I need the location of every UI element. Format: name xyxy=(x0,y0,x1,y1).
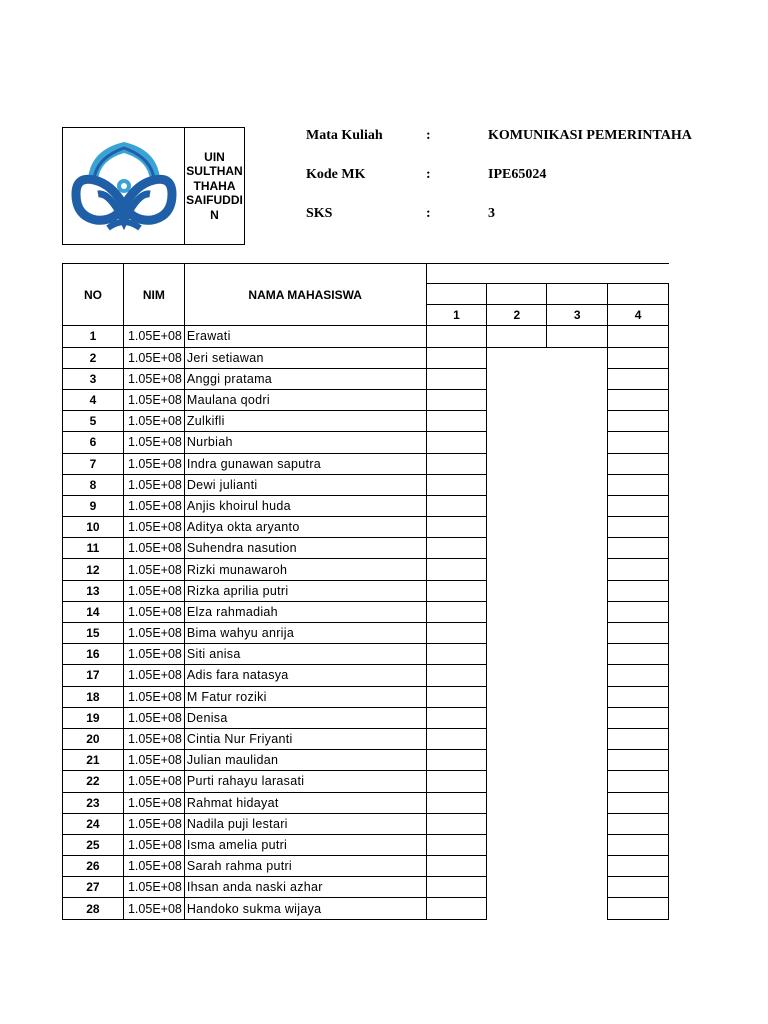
credits-colon: : xyxy=(426,206,431,221)
attendance-cell-1 xyxy=(426,495,487,516)
student-nim: 1.05E+08 xyxy=(123,517,184,538)
student-nim: 1.05E+08 xyxy=(123,538,184,559)
student-name: Elza rahmadiah xyxy=(184,601,426,622)
table-row xyxy=(63,750,669,771)
student-nim: 1.05E+08 xyxy=(123,580,184,601)
row-number: 10 xyxy=(63,517,124,538)
attendance-cell-1 xyxy=(426,474,487,495)
attendance-cell-4 xyxy=(608,623,669,644)
student-name: Indra gunawan saputra xyxy=(184,453,426,474)
student-name: Handoko sukma wijaya xyxy=(184,898,426,919)
attendance-cell-3 xyxy=(547,389,608,410)
attendance-cell-3 xyxy=(547,877,608,898)
row-number: 3 xyxy=(63,368,124,389)
row-number: 4 xyxy=(63,389,124,410)
header-meeting-blank-2 xyxy=(487,284,547,305)
meeting-number-2: 2 xyxy=(487,305,547,326)
attendance-cell-4 xyxy=(608,813,669,834)
row-number: 7 xyxy=(63,453,124,474)
student-nim: 1.05E+08 xyxy=(123,856,184,877)
table-row xyxy=(63,559,669,580)
attendance-cell-3 xyxy=(547,601,608,622)
table-row xyxy=(63,665,669,686)
row-number: 24 xyxy=(63,813,124,834)
attendance-cell-4 xyxy=(608,877,669,898)
row-number: 20 xyxy=(63,728,124,749)
attendance-cell-2 xyxy=(487,813,547,834)
student-name: M Fatur roziki xyxy=(184,686,426,707)
row-number: 26 xyxy=(63,856,124,877)
table-row xyxy=(63,326,669,347)
attendance-cell-4 xyxy=(608,368,669,389)
student-nim: 1.05E+08 xyxy=(123,623,184,644)
table-row xyxy=(63,347,669,368)
row-number: 25 xyxy=(63,834,124,855)
row-number: 8 xyxy=(63,474,124,495)
student-nim: 1.05E+08 xyxy=(123,750,184,771)
student-name: Rizka aprilia putri xyxy=(184,580,426,601)
student-nim: 1.05E+08 xyxy=(123,601,184,622)
table-row xyxy=(63,517,669,538)
student-nim: 1.05E+08 xyxy=(123,644,184,665)
attendance-cell-1 xyxy=(426,707,487,728)
attendance-cell-1 xyxy=(426,898,487,919)
student-nim: 1.05E+08 xyxy=(123,665,184,686)
row-number: 13 xyxy=(63,580,124,601)
student-nim: 1.05E+08 xyxy=(123,686,184,707)
attendance-cell-1 xyxy=(426,368,487,389)
attendance-cell-2 xyxy=(487,432,547,453)
student-name: Nadila puji lestari xyxy=(184,813,426,834)
attendance-cell-3 xyxy=(547,474,608,495)
student-name: Julian maulidan xyxy=(184,750,426,771)
student-name: Denisa xyxy=(184,707,426,728)
attendance-cell-4 xyxy=(608,856,669,877)
course-code-colon: : xyxy=(426,167,431,182)
student-name: Zulkifli xyxy=(184,411,426,432)
attendance-cell-4 xyxy=(608,347,669,368)
header-meeting-blank-4 xyxy=(608,284,669,305)
attendance-cell-1 xyxy=(426,559,487,580)
course-name-label: Mata Kuliah xyxy=(306,128,383,143)
attendance-cell-1 xyxy=(426,813,487,834)
attendance-cell-4 xyxy=(608,792,669,813)
attendance-cell-4 xyxy=(608,580,669,601)
student-name: Aditya okta aryanto xyxy=(184,517,426,538)
attendance-cell-2 xyxy=(487,601,547,622)
attendance-cell-3 xyxy=(547,453,608,474)
meeting-number-1: 1 xyxy=(426,305,487,326)
header-nim: NIM xyxy=(123,264,184,326)
attendance-cell-3 xyxy=(547,665,608,686)
student-name: Nurbiah xyxy=(184,432,426,453)
student-name: Purti rahayu larasati xyxy=(184,771,426,792)
attendance-cell-3 xyxy=(547,326,608,347)
student-nim: 1.05E+08 xyxy=(123,813,184,834)
attendance-cell-3 xyxy=(547,495,608,516)
student-rows xyxy=(63,326,669,919)
header-meeting-blank-1 xyxy=(426,284,487,305)
attendance-cell-1 xyxy=(426,347,487,368)
attendance-cell-1 xyxy=(426,538,487,559)
header-meeting-blank-3 xyxy=(547,284,608,305)
attendance-cell-4 xyxy=(608,728,669,749)
table-row xyxy=(63,601,669,622)
attendance-cell-2 xyxy=(487,474,547,495)
table-row xyxy=(63,389,669,410)
header-no: NO xyxy=(63,264,124,326)
student-nim: 1.05E+08 xyxy=(123,495,184,516)
student-nim: 1.05E+08 xyxy=(123,347,184,368)
student-name: Sarah rahma putri xyxy=(184,856,426,877)
table-row xyxy=(63,771,669,792)
attendance-cell-3 xyxy=(547,623,608,644)
attendance-cell-4 xyxy=(608,750,669,771)
attendance-cell-1 xyxy=(426,856,487,877)
attendance-cell-3 xyxy=(547,432,608,453)
attendance-cell-2 xyxy=(487,834,547,855)
table-row xyxy=(63,474,669,495)
attendance-cell-2 xyxy=(487,877,547,898)
attendance-cell-3 xyxy=(547,792,608,813)
student-name: Rahmat hidayat xyxy=(184,792,426,813)
row-number: 1 xyxy=(63,326,124,347)
attendance-cell-1 xyxy=(426,771,487,792)
attendance-cell-4 xyxy=(608,707,669,728)
attendance-cell-3 xyxy=(547,347,608,368)
row-number: 17 xyxy=(63,665,124,686)
attendance-cell-4 xyxy=(608,495,669,516)
attendance-cell-4 xyxy=(608,432,669,453)
attendance-cell-1 xyxy=(426,389,487,410)
table-row xyxy=(63,686,669,707)
attendance-cell-2 xyxy=(487,411,547,432)
attendance-cell-4 xyxy=(608,538,669,559)
row-number: 27 xyxy=(63,877,124,898)
student-name: Anjis khoirul huda xyxy=(184,495,426,516)
student-name: Anggi pratama xyxy=(184,368,426,389)
table-row xyxy=(63,856,669,877)
attendance-cell-2 xyxy=(487,856,547,877)
row-number: 12 xyxy=(63,559,124,580)
table-row xyxy=(63,898,669,919)
attendance-cell-1 xyxy=(426,686,487,707)
student-name: Siti anisa xyxy=(184,644,426,665)
attendance-cell-3 xyxy=(547,898,608,919)
student-nim: 1.05E+08 xyxy=(123,707,184,728)
attendance-cell-2 xyxy=(487,707,547,728)
attendance-cell-1 xyxy=(426,411,487,432)
student-name: Isma amelia putri xyxy=(184,834,426,855)
attendance-cell-2 xyxy=(487,389,547,410)
attendance-cell-1 xyxy=(426,665,487,686)
attendance-cell-3 xyxy=(547,580,608,601)
course-code-value: IPE65024 xyxy=(488,167,547,182)
table-row xyxy=(63,792,669,813)
attendance-cell-1 xyxy=(426,750,487,771)
attendance-cell-1 xyxy=(426,517,487,538)
attendance-cell-2 xyxy=(487,686,547,707)
row-number: 2 xyxy=(63,347,124,368)
attendance-cell-2 xyxy=(487,750,547,771)
attendance-cell-1 xyxy=(426,623,487,644)
attendance-cell-3 xyxy=(547,411,608,432)
attendance-table xyxy=(62,263,669,920)
student-nim: 1.05E+08 xyxy=(123,792,184,813)
attendance-cell-2 xyxy=(487,517,547,538)
table-row xyxy=(63,538,669,559)
header-meetings-group xyxy=(426,264,668,284)
attendance-cell-4 xyxy=(608,686,669,707)
attendance-cell-2 xyxy=(487,495,547,516)
attendance-cell-2 xyxy=(487,623,547,644)
attendance-cell-2 xyxy=(487,665,547,686)
attendance-cell-4 xyxy=(608,834,669,855)
credits-value: 3 xyxy=(488,206,495,221)
student-nim: 1.05E+08 xyxy=(123,411,184,432)
student-nim: 1.05E+08 xyxy=(123,728,184,749)
table-row xyxy=(63,495,669,516)
attendance-cell-2 xyxy=(487,771,547,792)
row-number: 16 xyxy=(63,644,124,665)
attendance-cell-3 xyxy=(547,686,608,707)
attendance-cell-2 xyxy=(487,728,547,749)
attendance-cell-3 xyxy=(547,771,608,792)
attendance-cell-3 xyxy=(547,707,608,728)
row-number: 21 xyxy=(63,750,124,771)
attendance-cell-1 xyxy=(426,877,487,898)
student-name: Dewi julianti xyxy=(184,474,426,495)
course-name-colon: : xyxy=(426,128,431,143)
row-number: 22 xyxy=(63,771,124,792)
attendance-cell-3 xyxy=(547,517,608,538)
table-row xyxy=(63,623,669,644)
table-row xyxy=(63,580,669,601)
attendance-cell-2 xyxy=(487,347,547,368)
attendance-cell-2 xyxy=(487,453,547,474)
attendance-cell-4 xyxy=(608,389,669,410)
student-nim: 1.05E+08 xyxy=(123,898,184,919)
meeting-number-3: 3 xyxy=(547,305,608,326)
attendance-cell-3 xyxy=(547,750,608,771)
student-name: Cintia Nur Friyanti xyxy=(184,728,426,749)
table-row xyxy=(63,368,669,389)
attendance-cell-4 xyxy=(608,474,669,495)
student-nim: 1.05E+08 xyxy=(123,432,184,453)
student-name: Maulana qodri xyxy=(184,389,426,410)
student-nim: 1.05E+08 xyxy=(123,326,184,347)
attendance-cell-2 xyxy=(487,580,547,601)
student-name: Erawati xyxy=(184,326,426,347)
attendance-cell-2 xyxy=(487,898,547,919)
attendance-cell-3 xyxy=(547,538,608,559)
table-row xyxy=(63,834,669,855)
header-row-1 xyxy=(63,264,669,284)
attendance-cell-4 xyxy=(608,411,669,432)
table-row xyxy=(63,707,669,728)
row-number: 18 xyxy=(63,686,124,707)
student-nim: 1.05E+08 xyxy=(123,389,184,410)
row-number: 23 xyxy=(63,792,124,813)
attendance-cell-2 xyxy=(487,326,547,347)
row-number: 11 xyxy=(63,538,124,559)
attendance-cell-1 xyxy=(426,432,487,453)
table-row xyxy=(63,453,669,474)
student-name: Bima wahyu anrija xyxy=(184,623,426,644)
attendance-cell-3 xyxy=(547,856,608,877)
header-name: NAMA MAHASISWA xyxy=(184,264,426,326)
attendance-cell-3 xyxy=(547,644,608,665)
table-row xyxy=(63,432,669,453)
attendance-cell-3 xyxy=(547,834,608,855)
attendance-cell-1 xyxy=(426,792,487,813)
attendance-cell-3 xyxy=(547,728,608,749)
attendance-cell-2 xyxy=(487,538,547,559)
attendance-cell-1 xyxy=(426,453,487,474)
student-nim: 1.05E+08 xyxy=(123,453,184,474)
attendance-cell-4 xyxy=(608,644,669,665)
attendance-cell-4 xyxy=(608,559,669,580)
credits-label: SKS xyxy=(306,206,333,221)
attendance-cell-2 xyxy=(487,559,547,580)
attendance-cell-4 xyxy=(608,517,669,538)
attendance-cell-1 xyxy=(426,728,487,749)
student-nim: 1.05E+08 xyxy=(123,474,184,495)
table-row xyxy=(63,411,669,432)
attendance-cell-4 xyxy=(608,326,669,347)
student-name: Adis fara natasya xyxy=(184,665,426,686)
row-number: 14 xyxy=(63,601,124,622)
institution-name: UIN SULTHAN THAHA SAIFUDDI N xyxy=(186,149,243,222)
student-nim: 1.05E+08 xyxy=(123,559,184,580)
student-nim: 1.05E+08 xyxy=(123,834,184,855)
row-number: 15 xyxy=(63,623,124,644)
attendance-cell-3 xyxy=(547,368,608,389)
row-number: 9 xyxy=(63,495,124,516)
attendance-cell-4 xyxy=(608,898,669,919)
attendance-cell-2 xyxy=(487,368,547,389)
attendance-cell-1 xyxy=(426,601,487,622)
attendance-cell-4 xyxy=(608,601,669,622)
attendance-cell-1 xyxy=(426,644,487,665)
table-row xyxy=(63,644,669,665)
row-number: 19 xyxy=(63,707,124,728)
student-name: Ihsan anda naski azhar xyxy=(184,877,426,898)
student-name: Jeri setiawan xyxy=(184,347,426,368)
row-number: 28 xyxy=(63,898,124,919)
student-nim: 1.05E+08 xyxy=(123,368,184,389)
attendance-cell-3 xyxy=(547,813,608,834)
table-row xyxy=(63,728,669,749)
attendance-cell-4 xyxy=(608,453,669,474)
student-nim: 1.05E+08 xyxy=(123,771,184,792)
attendance-cell-2 xyxy=(487,644,547,665)
table-row xyxy=(63,813,669,834)
attendance-cell-1 xyxy=(426,326,487,347)
attendance-cell-3 xyxy=(547,559,608,580)
row-number: 5 xyxy=(63,411,124,432)
attendance-cell-1 xyxy=(426,834,487,855)
attendance-cell-1 xyxy=(426,580,487,601)
attendance-cell-2 xyxy=(487,792,547,813)
student-nim: 1.05E+08 xyxy=(123,877,184,898)
student-name: Rizki munawaroh xyxy=(184,559,426,580)
course-name-value: KOMUNIKASI PEMERINTAHA xyxy=(488,128,692,143)
row-number: 6 xyxy=(63,432,124,453)
course-code-label: Kode MK xyxy=(306,167,366,182)
attendance-cell-4 xyxy=(608,771,669,792)
table-row xyxy=(63,877,669,898)
meeting-number-4: 4 xyxy=(608,305,669,326)
attendance-cell-4 xyxy=(608,665,669,686)
student-name: Suhendra nasution xyxy=(184,538,426,559)
